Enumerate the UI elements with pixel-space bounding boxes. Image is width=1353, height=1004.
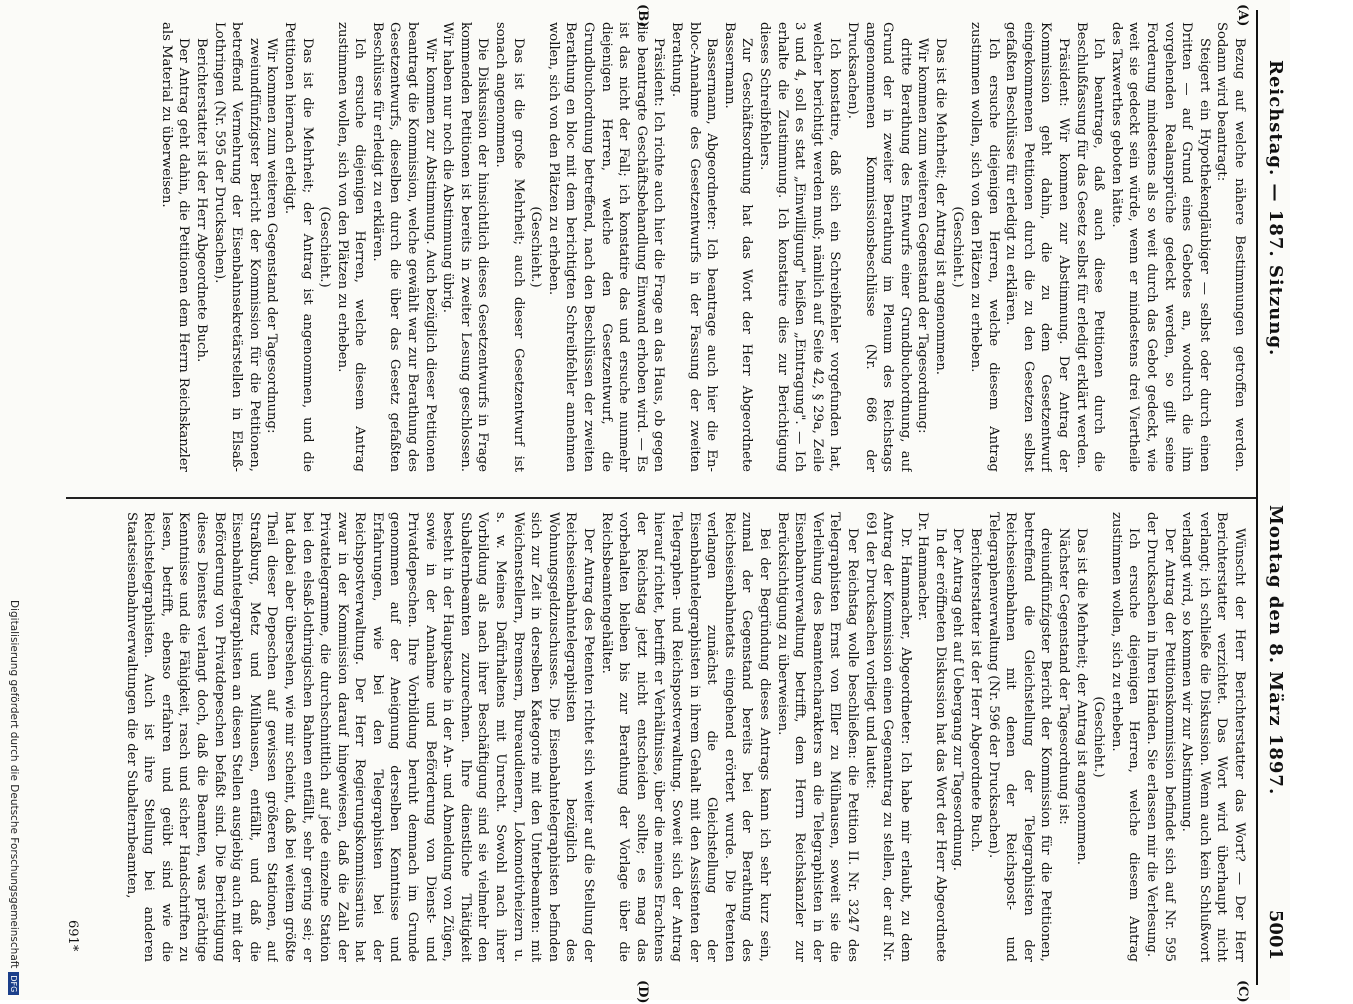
- margin-mark-a: (A): [1235, 4, 1250, 27]
- left-column-paragraph: Ich ersuche diejenigen Herren, welche diesem Antrag zustimmen wollen, sich von den Plätzen zu erheben.: [334, 22, 368, 472]
- header-left-title: Reichstag. — 187. Sitzung.: [1265, 60, 1286, 357]
- right-column-paragraph: Das ist die Mehrheit; der Antrag ist angenommen.: [1073, 528, 1089, 865]
- left-column: [58, 22, 1248, 472]
- signature-mark: 691*: [65, 920, 80, 952]
- left-column-paragraph: (Geschieht.): [317, 206, 333, 288]
- left-column-paragraph: Steigert ein Hypothekengläubiger — selbst oder durch einen Dritten — auf Grund eines Gebotes an, wodurch die ihm vorgehenden Realansprüche gedeckt werden, so gilt seine Forderung mindestens als so weit durch das Gebot gedeckt, wie weit sie gedeckt sein würde, wenn er mindestens drei Viertheile des Taxwerthes geboten hätte.: [1108, 22, 1212, 472]
- left-column-paragraph: Präsident: Ich richte auch hier die Frage an das Haus, ob gegen die beantragte Geschäftsbehandlung Einwand erhoben wird. — Es ist das nicht der Fall; ich konstatire das und ersuche nunmehr diejenigen Herren, welche den Gesetzentwurf, die Grundbuchordnung betreffend, nach den Beschlüssen der zweiten Berathung en bloc mit dem berichtigten Schreibfehler annehmen wollen, sich von den Plätzen zu erheben.: [545, 22, 667, 472]
- left-column-paragraph: Wir kommen zum weiteren Gegenstand der Tagesordnung:: [915, 38, 931, 434]
- right-column-paragraph: In der eröffneten Diskussion hat das Wort der Herr Abgeordnete Dr. Hammacher.: [915, 512, 948, 962]
- left-column-paragraph: Das ist die Mehrheit; der Antrag ist angenommen.: [932, 38, 948, 375]
- left-column-paragraph: Der Antrag geht dahin, die Petitionen dem Herrn Reichskanzler als Material zu überweisen.: [158, 22, 192, 472]
- digitization-credit: [8, 600, 20, 993]
- right-column-paragraph: Nächster Gegenstand der Tagesordnung ist:: [1056, 528, 1072, 825]
- right-column-paragraph: Der Reichstag wolle beschließen: die Petition II. Nr. 3247 des Telegraphisten Ernst von Eller zu Mülhausen, soweit sie die Verleihung des Beamtencharakters an die Telegraphisten in der Eisenbahnverwaltung betrifft, dem Herrn Reichskanzler zur Berücksichtigung zu überweisen.: [774, 512, 860, 962]
- header-rule: [1256, 10, 1258, 985]
- right-column-paragraph: dreiundfünfzigster Bericht der Kommission für die Petitionen, betreffend die Gleichstellung der Telegraphisten der Reichseisenbahnen mit denen der Reichspost- und Telegraphenverwaltung (Nr. 596 der Drucksachen).: [985, 512, 1054, 962]
- dfg-logo: DFG: [8, 972, 19, 995]
- column-divider: [66, 497, 1256, 499]
- credit-text: Digitalisierung gefördert durch die Deutsche Forschungsgemeinschaft: [8, 600, 20, 969]
- left-column-paragraph: Berichterstatter ist der Herr Abgeordnete Buch.: [193, 38, 209, 363]
- page-number: 5001: [1265, 909, 1286, 960]
- right-column-paragraph: Bei der Begründung dieses Antrags kann ich sehr kurz sein, zumal der Gegenstand bereits bei der Berathung des Reichseisenbahnetats eingehend erörtert wurde. Die Petenten verlangen zunächst die Gleichstellung der Eisenbahntelegraphisten in ihrem Gehalt mit den Assistenten der Telegraphen- und Reichspostverwaltung. Soweit sich der Antrag hierauf richtet, betrifft er Verhältnisse, über die meines Erachtens der Reichstag jetzt nicht entscheiden sollte; es mag das vorbehalten bleiben bis zur Berathung der Vorlage über die Reichsbeamtengehälter.: [598, 512, 772, 962]
- left-column-paragraph: Präsident: Wir kommen zur Abstimmung. Der Antrag der Kommission geht dahin, die zu dem Gesetzentwurf eingekommenen Petitionen durch die zu den Gesetzen selbst gefaßten Beschlüsse für erledigt zu erklären.: [1003, 22, 1072, 472]
- left-column-paragraph: Die Diskussion der hinsichtlich dieses Gesetzentwurfs in Frage kommenden Petitionen ist bereits in zweiter Lesung geschlossen. Wir haben nur noch die Abstimmung übrig.: [440, 22, 491, 472]
- left-column-paragraph: Ich ersuche diejenigen Herren, welche diesem Antrag zustimmen wollen, sich von den Plätzen zu erheben.: [968, 22, 1001, 472]
- right-column-paragraph: Der Antrag des Petenten richtet sich weiter auf die Stellung der Reichseisenbahntelegraphisten bezüglich des Wohnungsgeldzuschusses. Die Eisenbahntelegraphisten befinden sich zur Zeit in derselben Kategorie mit den Unterbeamten: mit Weichenstellern, Bremsern, Bureaudienern, Lokomotivheizern u. s. w. Meines Dafürhaltens mit Unrecht. Sowohl nach ihrer Vorbildung als nach ihrer Beschäftigung sind sie vielmehr den Subalternbeamten zuzurechnen. Ihre dienstliche Thätigkeit besteht in der Hauptsache in der An- und Abmeldung von Zügen, sowie in der Annahme und Beförderung von Dienst- und Privatdepeschen. Ihre Vorbildung beruht demnach im Grunde genommen auf der Aneignung derselben Kenntnisse und Erfahrungen, wie bei den Telegraphisten bei der Reichspostverwaltung. Der Herr Regierungskommissarius hat zwar in der Kommission darauf hingewiesen, daß die Zahl der Privattelegramme, die durchschnittlich auf jede einzelne Station bei den elsaß-lothringischen Bahnen entfällt, sehr gering sei; er hat dabei aber übersehen, wie mir scheint, daß bei weitem größte Theil dieser Depeschen auf gewissen größeren Stationen, auf Straßburg, Metz und Mülhausen, entfällt, und daß die Eisenbahntelegraphisten an diesen Stellen ausgiebig auch mit der Beförderung von Privatdepeschen befaßt sind. Die Berichtigung dieses Dienstes verlangt doch, daß die Beamten, was prächtige Kenntnisse und die Fähigkeit, rasch und sicher Handschriften zu lesen, betrifft, ebenso erfahren und geübt sind wie die Reichstelegraphisten. Auch ist ihre Stellung bei anderen Staatseisenbahnverwaltungen die der Subalternbeamten,: [123, 512, 597, 962]
- right-column: [58, 512, 1248, 962]
- left-column-paragraph: Ich konstatire, daß sich ein Schreibfehler vorgefunden hat, welcher berichtigt werden muß; nämlich auf Seite 42, § 29a, Zeile 3 und 4, soll es statt „Einwilligung" heißen „Eintragung". — Ich erhalte die Zustimmung. Ich konstatire dies zur Berichtigung dieses Schreibfehlers.: [756, 22, 843, 472]
- left-column-paragraph: Wir kommen zur Abstimmung. Auch bezüglich dieser Petitionen beantragt die Kommission, welche gewählt war zur Berathung des Gesetzentwurfs, dieselben durch die über das Gesetz gefaßten Beschlüsse für erledigt zu erklären.: [369, 22, 438, 472]
- left-column-paragraph: dritte Berathung des Entwurfs einer Grundbuchordnung, auf Grund der in zweiter Berathung im Plenum des Reichstags angenommenen Kommissionsbeschlüsse (Nr. 686 der Drucksachen).: [844, 22, 913, 472]
- page-header: [1262, 0, 1290, 1000]
- right-column-paragraph: Wünscht der Herr Berichterstatter das Wort? — Der Herr Berichterstatter verzichtet. Das Wort wird überhaupt nicht verlangt; ich schließe die Diskussion. Wenn auch kein Schlußwort verlangt wird, so kommen wir zur Abstimmung.: [1179, 512, 1247, 962]
- left-column-paragraph: Bezug auf welche nähere Bestimmungen getroffen werden. Sodann wird beantragt:: [1214, 22, 1247, 472]
- margin-mark-c: (C): [1235, 980, 1250, 1003]
- left-column-paragraph: zweiundfünfzigster Bericht der Kommission für die Petitionen, betreffend Vermehrung der Eisenbahnsekretärstellen in Elsaß-Lothringen (Nr. 595 der Drucksachen).: [211, 22, 262, 472]
- left-column-paragraph: Das ist die Mehrheit; der Antrag ist angenommen, und die Petitionen hiernach erledigt.: [281, 22, 315, 472]
- margin-mark-b: (B): [635, 4, 650, 28]
- right-column-paragraph: (Geschieht.): [1091, 696, 1107, 778]
- right-column-paragraph: Dr. Hammacher, Abgeordneter: Ich habe mir erlaubt, zu dem Antrag der Kommission einen Gegenantrag zu stellen, der auf Nr. 691 der Drucksachen vorliegt und lautet:: [862, 512, 913, 962]
- left-column-paragraph: Bassermann, Abgeordneter: Ich beantrage auch hier die En-bloc-Annahme des Gesetzentwurfs in der Fassung der zweiten Berathung.: [669, 22, 720, 472]
- left-column-paragraph: (Geschieht.): [528, 206, 544, 288]
- left-column-paragraph: Ich beantrage, daß auch diese Petitionen durch die Beschlußfassung für das Gesetz selbst für erledigt erklärt werden.: [1073, 22, 1107, 472]
- margin-mark-d: (D): [635, 980, 650, 1004]
- header-right-title: Montag den 8. März 1897.: [1265, 505, 1286, 796]
- right-column-paragraph: Berichterstatter ist der Herr Abgeordnete Buch.: [968, 528, 984, 853]
- left-column-paragraph: Wir kommen zum weiteren Gegenstand der Tagesordnung:: [264, 38, 280, 434]
- right-column-paragraph: Der Antrag der Petitionskommission befindet sich auf Nr. 595 der Drucksachen in Ihren Händen. Sie erlassen mir die Verlesung.: [1144, 512, 1177, 962]
- left-column-paragraph: Das ist die große Mehrheit; auch dieser Gesetzentwurf ist sonach angenommen.: [493, 22, 526, 472]
- right-column-paragraph: Ich ersuche diejenigen Herren, welche diesem Antrag zustimmen wollen, sich zu erheben.: [1108, 512, 1142, 962]
- left-column-paragraph: Zur Geschäftsordnung hat das Wort der Herr Abgeordnete Bassermann.: [721, 22, 755, 472]
- left-column-paragraph: (Geschieht.): [950, 206, 966, 288]
- right-column-paragraph: Der Antrag geht auf Uebergang zur Tagesordnung.: [950, 528, 966, 871]
